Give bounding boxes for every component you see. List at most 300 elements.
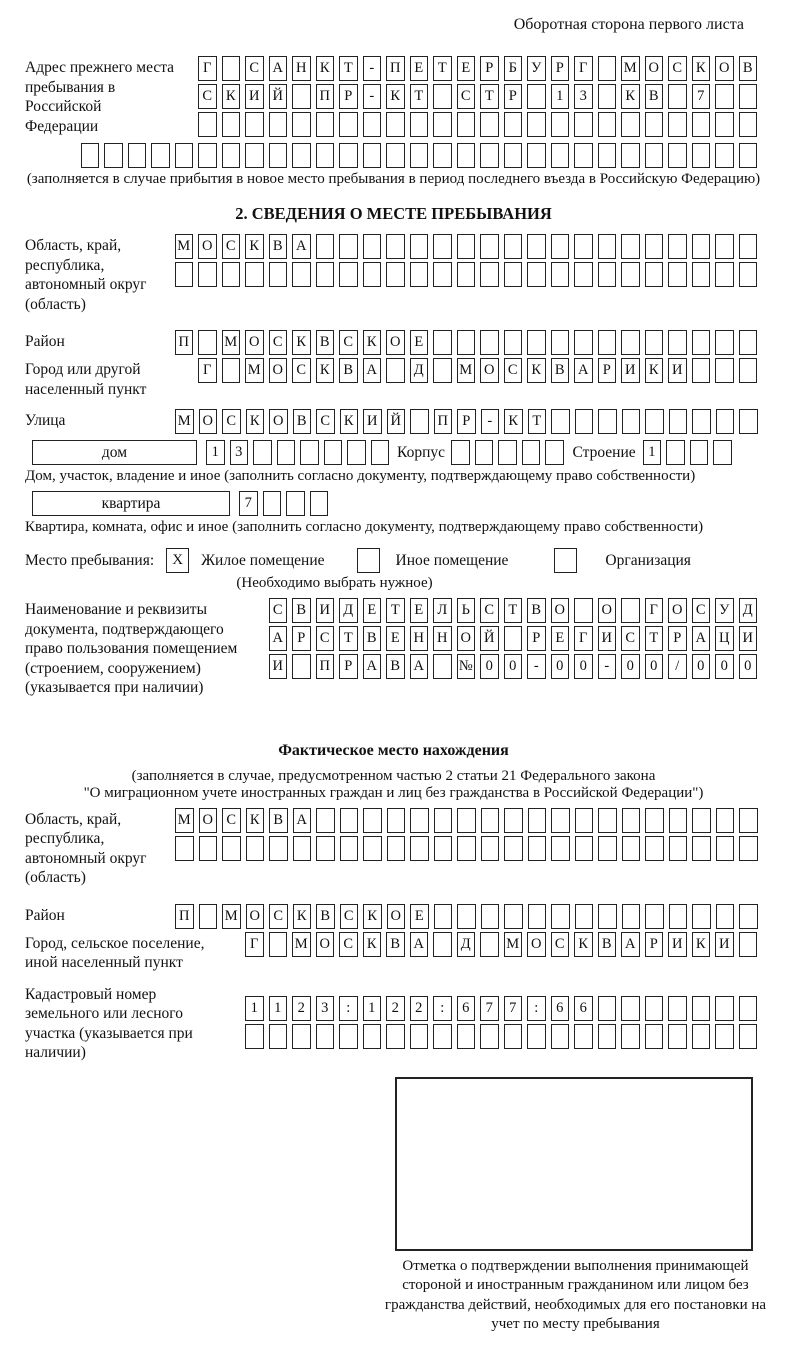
char-box[interactable] xyxy=(668,143,687,168)
char-box[interactable]: М xyxy=(175,808,194,833)
char-box[interactable] xyxy=(433,262,452,287)
char-box[interactable]: А xyxy=(621,932,640,957)
char-box[interactable]: 1 xyxy=(245,996,264,1021)
char-box[interactable]: А xyxy=(269,56,288,81)
char-box[interactable] xyxy=(645,234,664,259)
char-box[interactable]: Н xyxy=(410,626,429,651)
char-box[interactable] xyxy=(481,836,500,861)
char-box[interactable]: В xyxy=(551,358,570,383)
char-box[interactable] xyxy=(504,904,523,929)
char-box[interactable]: К xyxy=(316,358,335,383)
char-box[interactable] xyxy=(339,112,358,137)
char-box[interactable]: С xyxy=(692,598,711,623)
char-box[interactable]: И xyxy=(668,932,687,957)
char-box[interactable] xyxy=(622,409,641,434)
char-box[interactable] xyxy=(645,836,664,861)
char-box[interactable] xyxy=(434,808,453,833)
char-box[interactable]: - xyxy=(481,409,500,434)
char-box[interactable]: Т xyxy=(386,598,405,623)
char-box[interactable]: С xyxy=(198,84,217,109)
char-box[interactable]: Г xyxy=(645,598,664,623)
char-box[interactable] xyxy=(575,836,594,861)
char-box[interactable]: Е xyxy=(410,598,429,623)
char-box[interactable] xyxy=(598,836,617,861)
char-box[interactable]: О xyxy=(316,932,335,957)
char-box[interactable] xyxy=(457,112,476,137)
char-box[interactable] xyxy=(292,112,311,137)
char-box[interactable]: О xyxy=(598,598,617,623)
char-box[interactable] xyxy=(598,112,617,137)
char-box[interactable]: А xyxy=(292,234,311,259)
char-box[interactable] xyxy=(574,234,593,259)
char-box[interactable] xyxy=(433,358,452,383)
char-box[interactable]: Е xyxy=(457,56,476,81)
char-box[interactable]: 0 xyxy=(621,654,640,679)
char-box[interactable] xyxy=(715,996,734,1021)
stay-type-checkbox-residential[interactable]: X xyxy=(166,548,189,573)
char-box[interactable] xyxy=(434,836,453,861)
char-box[interactable] xyxy=(739,330,758,355)
char-box[interactable] xyxy=(621,143,640,168)
char-box[interactable] xyxy=(692,262,711,287)
char-box[interactable] xyxy=(504,330,523,355)
char-box[interactable]: Ц xyxy=(715,626,734,651)
char-box[interactable]: 0 xyxy=(551,654,570,679)
char-box[interactable] xyxy=(457,234,476,259)
char-box[interactable] xyxy=(715,262,734,287)
char-box[interactable] xyxy=(151,143,170,168)
char-box[interactable] xyxy=(690,440,709,465)
char-box[interactable] xyxy=(692,996,711,1021)
char-box[interactable]: С xyxy=(339,932,358,957)
char-box[interactable] xyxy=(433,143,452,168)
char-box[interactable]: А xyxy=(692,626,711,651)
char-box[interactable]: - xyxy=(598,654,617,679)
char-box[interactable]: : xyxy=(433,996,452,1021)
char-box[interactable]: 1 xyxy=(206,440,225,465)
char-box[interactable]: М xyxy=(175,409,194,434)
char-box[interactable] xyxy=(669,808,688,833)
char-box[interactable]: С xyxy=(339,330,358,355)
char-box[interactable]: Й xyxy=(387,409,406,434)
char-box[interactable] xyxy=(246,836,265,861)
char-box[interactable] xyxy=(528,808,547,833)
char-box[interactable] xyxy=(645,143,664,168)
char-box[interactable]: К xyxy=(692,932,711,957)
char-box[interactable] xyxy=(574,112,593,137)
char-box[interactable] xyxy=(574,330,593,355)
char-box[interactable]: О xyxy=(199,808,218,833)
char-box[interactable] xyxy=(386,143,405,168)
char-box[interactable] xyxy=(598,56,617,81)
char-box[interactable] xyxy=(668,234,687,259)
char-box[interactable]: Д xyxy=(457,932,476,957)
char-box[interactable] xyxy=(692,143,711,168)
char-box[interactable] xyxy=(175,143,194,168)
char-box[interactable] xyxy=(645,904,664,929)
char-box[interactable] xyxy=(713,440,732,465)
char-box[interactable]: С xyxy=(222,234,241,259)
char-box[interactable]: П xyxy=(316,84,335,109)
char-box[interactable] xyxy=(621,234,640,259)
char-box[interactable]: И xyxy=(668,358,687,383)
char-box[interactable] xyxy=(739,808,758,833)
char-box[interactable]: А xyxy=(574,358,593,383)
char-box[interactable] xyxy=(222,358,241,383)
char-box[interactable] xyxy=(715,330,734,355)
char-box[interactable] xyxy=(363,808,382,833)
char-box[interactable] xyxy=(574,143,593,168)
char-box[interactable] xyxy=(198,143,217,168)
char-box[interactable] xyxy=(198,330,217,355)
char-box[interactable] xyxy=(316,112,335,137)
char-box[interactable]: М xyxy=(222,330,241,355)
stay-type-checkbox-organization[interactable] xyxy=(554,548,577,573)
char-box[interactable] xyxy=(316,808,335,833)
char-box[interactable] xyxy=(363,1024,382,1049)
char-box[interactable] xyxy=(269,112,288,137)
char-box[interactable]: Л xyxy=(433,598,452,623)
char-box[interactable]: О xyxy=(551,598,570,623)
char-box[interactable]: П xyxy=(386,56,405,81)
char-box[interactable]: 7 xyxy=(692,84,711,109)
char-box[interactable] xyxy=(410,234,429,259)
char-box[interactable] xyxy=(716,409,735,434)
char-box[interactable]: Н xyxy=(433,626,452,651)
stay-type-checkbox-other-premises[interactable] xyxy=(357,548,380,573)
char-box[interactable]: Р xyxy=(457,409,476,434)
char-box[interactable] xyxy=(598,330,617,355)
char-box[interactable] xyxy=(692,409,711,434)
char-box[interactable] xyxy=(269,836,288,861)
char-box[interactable] xyxy=(292,262,311,287)
char-box[interactable] xyxy=(504,626,523,651)
char-box[interactable]: 1 xyxy=(363,996,382,1021)
char-box[interactable] xyxy=(457,262,476,287)
char-box[interactable] xyxy=(316,836,335,861)
char-box[interactable] xyxy=(645,996,664,1021)
char-box[interactable]: О xyxy=(387,904,406,929)
char-box[interactable] xyxy=(598,262,617,287)
char-box[interactable] xyxy=(551,262,570,287)
char-box[interactable] xyxy=(598,1024,617,1049)
char-box[interactable] xyxy=(527,112,546,137)
char-box[interactable] xyxy=(739,904,758,929)
char-box[interactable]: О xyxy=(645,56,664,81)
char-box[interactable]: С xyxy=(340,904,359,929)
char-box[interactable]: № xyxy=(457,654,476,679)
char-box[interactable]: К xyxy=(292,330,311,355)
char-box[interactable]: С xyxy=(480,598,499,623)
char-box[interactable]: 3 xyxy=(574,84,593,109)
char-box[interactable] xyxy=(716,836,735,861)
char-box[interactable]: В xyxy=(292,598,311,623)
char-box[interactable]: С xyxy=(621,626,640,651)
char-box[interactable] xyxy=(128,143,147,168)
char-box[interactable] xyxy=(277,440,296,465)
char-box[interactable] xyxy=(739,836,758,861)
char-box[interactable] xyxy=(504,234,523,259)
char-box[interactable]: Е xyxy=(386,626,405,651)
char-box[interactable] xyxy=(410,409,429,434)
char-box[interactable]: И xyxy=(715,932,734,957)
char-box[interactable] xyxy=(410,808,429,833)
char-box[interactable] xyxy=(668,330,687,355)
char-box[interactable] xyxy=(668,996,687,1021)
char-box[interactable] xyxy=(739,996,758,1021)
char-box[interactable]: С xyxy=(316,409,335,434)
char-box[interactable] xyxy=(433,234,452,259)
char-box[interactable]: В xyxy=(527,598,546,623)
char-box[interactable] xyxy=(715,234,734,259)
char-box[interactable] xyxy=(222,836,241,861)
char-box[interactable] xyxy=(104,143,123,168)
char-box[interactable] xyxy=(621,262,640,287)
char-box[interactable]: 1 xyxy=(551,84,570,109)
char-box[interactable] xyxy=(316,143,335,168)
char-box[interactable]: 2 xyxy=(292,996,311,1021)
char-box[interactable]: С xyxy=(269,904,288,929)
char-box[interactable] xyxy=(481,904,500,929)
char-box[interactable]: К xyxy=(363,904,382,929)
char-box[interactable]: И xyxy=(598,626,617,651)
char-box[interactable]: К xyxy=(386,84,405,109)
char-box[interactable] xyxy=(175,262,194,287)
char-box[interactable]: 1 xyxy=(643,440,662,465)
char-box[interactable]: О xyxy=(199,409,218,434)
char-box[interactable] xyxy=(574,598,593,623)
char-box[interactable]: Е xyxy=(363,598,382,623)
char-box[interactable] xyxy=(504,1024,523,1049)
char-box[interactable] xyxy=(451,440,470,465)
char-box[interactable]: 0 xyxy=(692,654,711,679)
char-box[interactable]: М xyxy=(292,932,311,957)
char-box[interactable]: / xyxy=(668,654,687,679)
char-box[interactable]: 3 xyxy=(230,440,249,465)
char-box[interactable] xyxy=(739,84,758,109)
char-box[interactable]: В xyxy=(739,56,758,81)
char-box[interactable] xyxy=(622,836,641,861)
char-box[interactable] xyxy=(645,262,664,287)
char-box[interactable] xyxy=(739,932,758,957)
char-box[interactable] xyxy=(545,440,564,465)
char-box[interactable] xyxy=(310,491,329,516)
char-box[interactable] xyxy=(692,836,711,861)
char-box[interactable] xyxy=(433,932,452,957)
char-box[interactable] xyxy=(575,409,594,434)
char-box[interactable] xyxy=(433,654,452,679)
char-box[interactable] xyxy=(269,1024,288,1049)
char-box[interactable] xyxy=(457,904,476,929)
char-box[interactable] xyxy=(645,409,664,434)
char-box[interactable] xyxy=(527,84,546,109)
char-box[interactable]: В xyxy=(316,330,335,355)
char-box[interactable] xyxy=(339,143,358,168)
char-box[interactable] xyxy=(292,654,311,679)
char-box[interactable]: В xyxy=(386,654,405,679)
char-box[interactable] xyxy=(340,808,359,833)
char-box[interactable] xyxy=(433,112,452,137)
char-box[interactable]: Р xyxy=(527,626,546,651)
char-box[interactable] xyxy=(739,262,758,287)
char-box[interactable] xyxy=(692,234,711,259)
char-box[interactable]: К xyxy=(222,84,241,109)
char-box[interactable]: 2 xyxy=(386,996,405,1021)
char-box[interactable]: В xyxy=(293,409,312,434)
char-box[interactable]: Г xyxy=(245,932,264,957)
char-box[interactable] xyxy=(316,262,335,287)
char-box[interactable] xyxy=(347,440,366,465)
char-box[interactable] xyxy=(622,808,641,833)
char-box[interactable] xyxy=(598,409,617,434)
char-box[interactable]: Р xyxy=(668,626,687,651)
char-box[interactable]: Р xyxy=(551,56,570,81)
char-box[interactable]: О xyxy=(198,234,217,259)
char-box[interactable] xyxy=(339,262,358,287)
char-box[interactable] xyxy=(692,904,711,929)
char-box[interactable]: И xyxy=(245,84,264,109)
char-box[interactable] xyxy=(621,112,640,137)
char-box[interactable] xyxy=(433,84,452,109)
char-box[interactable] xyxy=(504,808,523,833)
char-box[interactable] xyxy=(527,262,546,287)
char-box[interactable] xyxy=(739,1024,758,1049)
char-box[interactable]: В xyxy=(339,358,358,383)
char-box[interactable] xyxy=(199,836,218,861)
char-box[interactable]: 7 xyxy=(239,491,258,516)
char-box[interactable] xyxy=(528,836,547,861)
char-box[interactable]: Р xyxy=(339,654,358,679)
char-box[interactable]: С xyxy=(222,808,241,833)
char-box[interactable]: О xyxy=(246,904,265,929)
char-box[interactable]: П xyxy=(175,904,194,929)
char-box[interactable]: С xyxy=(316,626,335,651)
char-box[interactable]: Г xyxy=(198,358,217,383)
char-box[interactable]: У xyxy=(527,56,546,81)
char-box[interactable] xyxy=(668,262,687,287)
char-box[interactable] xyxy=(715,84,734,109)
char-box[interactable] xyxy=(551,112,570,137)
char-box[interactable] xyxy=(692,1024,711,1049)
char-box[interactable]: С xyxy=(457,84,476,109)
char-box[interactable]: И xyxy=(316,598,335,623)
char-box[interactable] xyxy=(222,112,241,137)
char-box[interactable] xyxy=(363,112,382,137)
char-box[interactable] xyxy=(739,143,758,168)
char-box[interactable] xyxy=(457,330,476,355)
char-box[interactable] xyxy=(363,836,382,861)
char-box[interactable] xyxy=(504,836,523,861)
char-box[interactable] xyxy=(715,1024,734,1049)
char-box[interactable] xyxy=(692,358,711,383)
char-box[interactable] xyxy=(292,84,311,109)
char-box[interactable] xyxy=(716,808,735,833)
char-box[interactable] xyxy=(527,143,546,168)
char-box[interactable] xyxy=(363,262,382,287)
char-box[interactable]: А xyxy=(410,654,429,679)
char-box[interactable]: 0 xyxy=(739,654,758,679)
char-box[interactable]: О xyxy=(527,932,546,957)
char-box[interactable] xyxy=(245,262,264,287)
char-box[interactable]: С xyxy=(551,932,570,957)
char-box[interactable] xyxy=(715,358,734,383)
char-box[interactable]: 7 xyxy=(504,996,523,1021)
char-box[interactable]: Д xyxy=(739,598,758,623)
char-box[interactable] xyxy=(387,808,406,833)
char-box[interactable]: А xyxy=(293,808,312,833)
char-box[interactable] xyxy=(527,1024,546,1049)
char-box[interactable]: А xyxy=(363,358,382,383)
char-box[interactable] xyxy=(292,143,311,168)
char-box[interactable]: Р xyxy=(339,84,358,109)
char-box[interactable] xyxy=(622,904,641,929)
char-box[interactable]: И xyxy=(621,358,640,383)
char-box[interactable]: К xyxy=(645,358,664,383)
char-box[interactable]: Р xyxy=(645,932,664,957)
char-box[interactable]: К xyxy=(246,409,265,434)
char-box[interactable] xyxy=(480,234,499,259)
char-box[interactable] xyxy=(739,112,758,137)
char-box[interactable]: П xyxy=(434,409,453,434)
char-box[interactable]: 3 xyxy=(316,996,335,1021)
char-box[interactable] xyxy=(528,904,547,929)
char-box[interactable] xyxy=(269,262,288,287)
char-box[interactable]: Б xyxy=(504,56,523,81)
char-box[interactable] xyxy=(480,112,499,137)
char-box[interactable] xyxy=(598,996,617,1021)
char-box[interactable]: Р xyxy=(480,56,499,81)
char-box[interactable]: 6 xyxy=(551,996,570,1021)
char-box[interactable]: П xyxy=(175,330,194,355)
char-box[interactable]: В xyxy=(645,84,664,109)
char-box[interactable]: Т xyxy=(480,84,499,109)
char-box[interactable] xyxy=(498,440,517,465)
char-box[interactable]: М xyxy=(457,358,476,383)
char-box[interactable]: К xyxy=(363,330,382,355)
char-box[interactable] xyxy=(340,836,359,861)
char-box[interactable] xyxy=(433,330,452,355)
char-box[interactable] xyxy=(621,598,640,623)
char-box[interactable] xyxy=(222,262,241,287)
char-box[interactable] xyxy=(324,440,343,465)
char-box[interactable]: В xyxy=(386,932,405,957)
char-box[interactable] xyxy=(669,836,688,861)
char-box[interactable] xyxy=(739,234,758,259)
char-box[interactable]: В xyxy=(316,904,335,929)
char-box[interactable] xyxy=(551,904,570,929)
char-box[interactable]: В xyxy=(269,808,288,833)
char-box[interactable] xyxy=(715,143,734,168)
char-box[interactable]: С xyxy=(668,56,687,81)
char-box[interactable]: К xyxy=(527,358,546,383)
char-box[interactable]: К xyxy=(504,409,523,434)
char-box[interactable] xyxy=(551,409,570,434)
char-box[interactable] xyxy=(551,330,570,355)
char-box[interactable]: 0 xyxy=(645,654,664,679)
char-box[interactable]: Е xyxy=(551,626,570,651)
char-box[interactable] xyxy=(386,1024,405,1049)
char-box[interactable]: О xyxy=(480,358,499,383)
char-box[interactable] xyxy=(692,112,711,137)
char-box[interactable] xyxy=(668,112,687,137)
char-box[interactable] xyxy=(269,143,288,168)
char-box[interactable]: С xyxy=(269,598,288,623)
char-box[interactable]: К xyxy=(340,409,359,434)
char-box[interactable] xyxy=(475,440,494,465)
char-box[interactable] xyxy=(598,234,617,259)
char-box[interactable] xyxy=(621,996,640,1021)
char-box[interactable]: 0 xyxy=(715,654,734,679)
